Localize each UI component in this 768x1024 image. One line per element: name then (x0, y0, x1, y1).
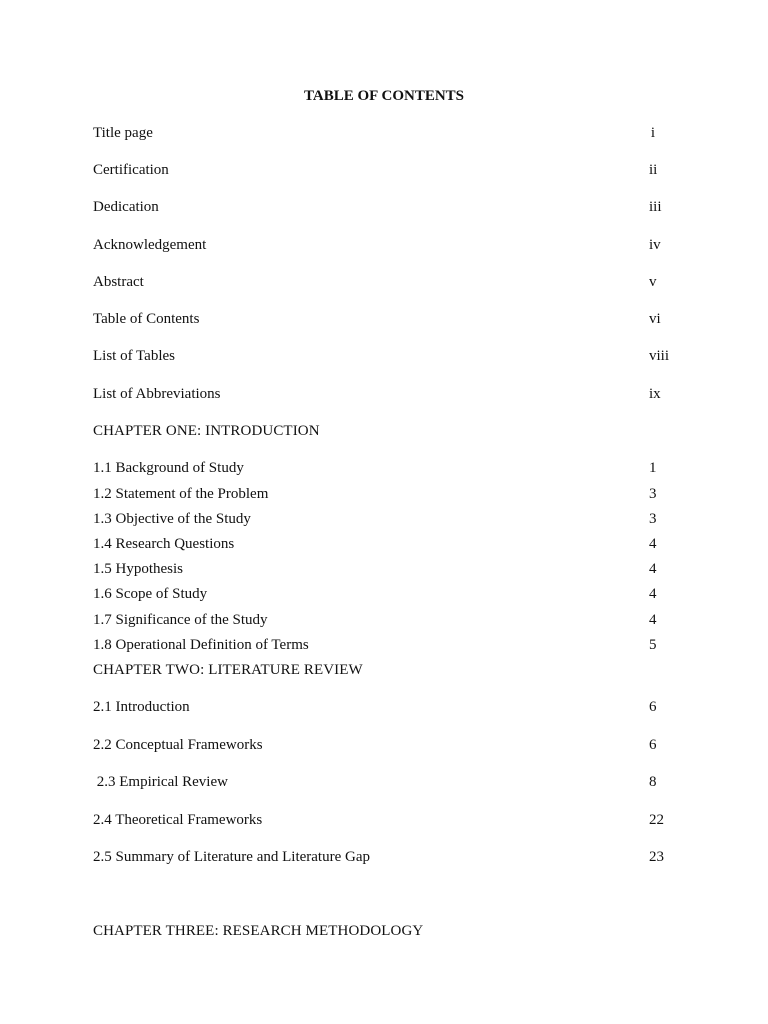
toc-entry-page: 5 (649, 637, 657, 653)
toc-entry-label: Certification (93, 162, 169, 178)
toc-entry-page: 22 (649, 812, 664, 828)
toc-entry-page: i (650, 125, 656, 141)
toc-entry (93, 610, 673, 630)
toc-entry-page: iii (649, 199, 662, 215)
toc-entry-label: 2.5 Summary of Literature and Literature Gap (93, 849, 370, 865)
chapter-one-heading: CHAPTER ONE: INTRODUCTION (93, 423, 320, 439)
toc-entry-label: Abstract (93, 274, 144, 290)
toc-entry-page: iv (649, 237, 661, 253)
toc-entry (93, 847, 673, 867)
toc-entry-page: 4 (649, 586, 657, 602)
toc-entry-label: 1.3 Objective of the Study (93, 511, 251, 527)
toc-entry-page: viii (649, 348, 670, 364)
toc-entry-label: 2.3 Empirical Review (93, 774, 228, 790)
toc-entry (93, 484, 673, 504)
toc-entry-page: 1 (649, 460, 657, 476)
toc-entry-page: 3 (649, 486, 657, 502)
toc-entry-page: vi (649, 311, 661, 327)
toc-entry-page: ii (649, 162, 658, 178)
chapter-heading (93, 660, 673, 680)
toc-entry-label: Table of Contents (93, 311, 200, 327)
toc-entry (93, 384, 673, 404)
toc-entry-page: 4 (649, 536, 657, 552)
toc-entry (93, 810, 673, 830)
toc-entry-label: 1.5 Hypothesis (93, 561, 183, 577)
toc-entry-page: 8 (649, 774, 657, 790)
toc-entry-page: 3 (649, 511, 657, 527)
toc-entry-label: 2.1 Introduction (93, 699, 190, 715)
toc-entry-page: v (649, 274, 657, 290)
toc-entry (93, 160, 673, 180)
toc-entry (93, 272, 673, 292)
toc-entry (93, 235, 673, 255)
toc-entry (93, 458, 673, 478)
chapter-two-heading: CHAPTER TWO: LITERATURE REVIEW (93, 662, 363, 678)
toc-entry-label: 1.2 Statement of the Problem (93, 486, 269, 502)
toc-entry (93, 559, 673, 579)
toc-entry (93, 635, 673, 655)
toc-entry-page: 23 (649, 849, 664, 865)
toc-entry (93, 735, 673, 755)
toc-entry-label: 2.2 Conceptual Frameworks (93, 737, 263, 753)
chapter-heading (93, 421, 673, 441)
toc-entry-label: 1.1 Background of Study (93, 460, 244, 476)
toc-entry-label: 1.7 Significance of the Study (93, 612, 268, 628)
toc-entry-label: Title page (93, 125, 153, 141)
toc-entry (93, 509, 673, 529)
toc-entry-label: 1.8 Operational Definition of Terms (93, 637, 309, 653)
toc-entry-label: 1.6 Scope of Study (93, 586, 208, 602)
toc-entry (93, 309, 673, 329)
toc-entry-label: List of Abbreviations (93, 386, 221, 402)
toc-entry-label: Acknowledgement (93, 237, 207, 253)
toc-entry (93, 534, 673, 554)
toc-entry (93, 697, 673, 717)
toc-entry-label: Dedication (93, 199, 159, 215)
toc-entry (93, 346, 673, 366)
toc-entry-page: 4 (649, 612, 657, 628)
toc-entry (93, 584, 673, 604)
toc-entry-page: 6 (649, 737, 657, 753)
toc-entry-page: ix (649, 386, 661, 402)
chapter-three-heading: CHAPTER THREE: RESEARCH METHODOLOGY (93, 923, 424, 939)
chapter-heading (93, 921, 673, 941)
toc-entry-label: 1.4 Research Questions (93, 536, 235, 552)
toc-entry-page: 4 (649, 561, 657, 577)
toc-entry-label: 2.4 Theoretical Frameworks (93, 812, 263, 828)
toc-entry (93, 123, 673, 143)
toc-entry (93, 772, 673, 792)
toc-entry-label: List of Tables (93, 348, 175, 364)
toc-entry (93, 197, 673, 217)
toc-entry-page: 6 (649, 699, 657, 715)
page-title: TABLE OF CONTENTS (303, 88, 465, 104)
